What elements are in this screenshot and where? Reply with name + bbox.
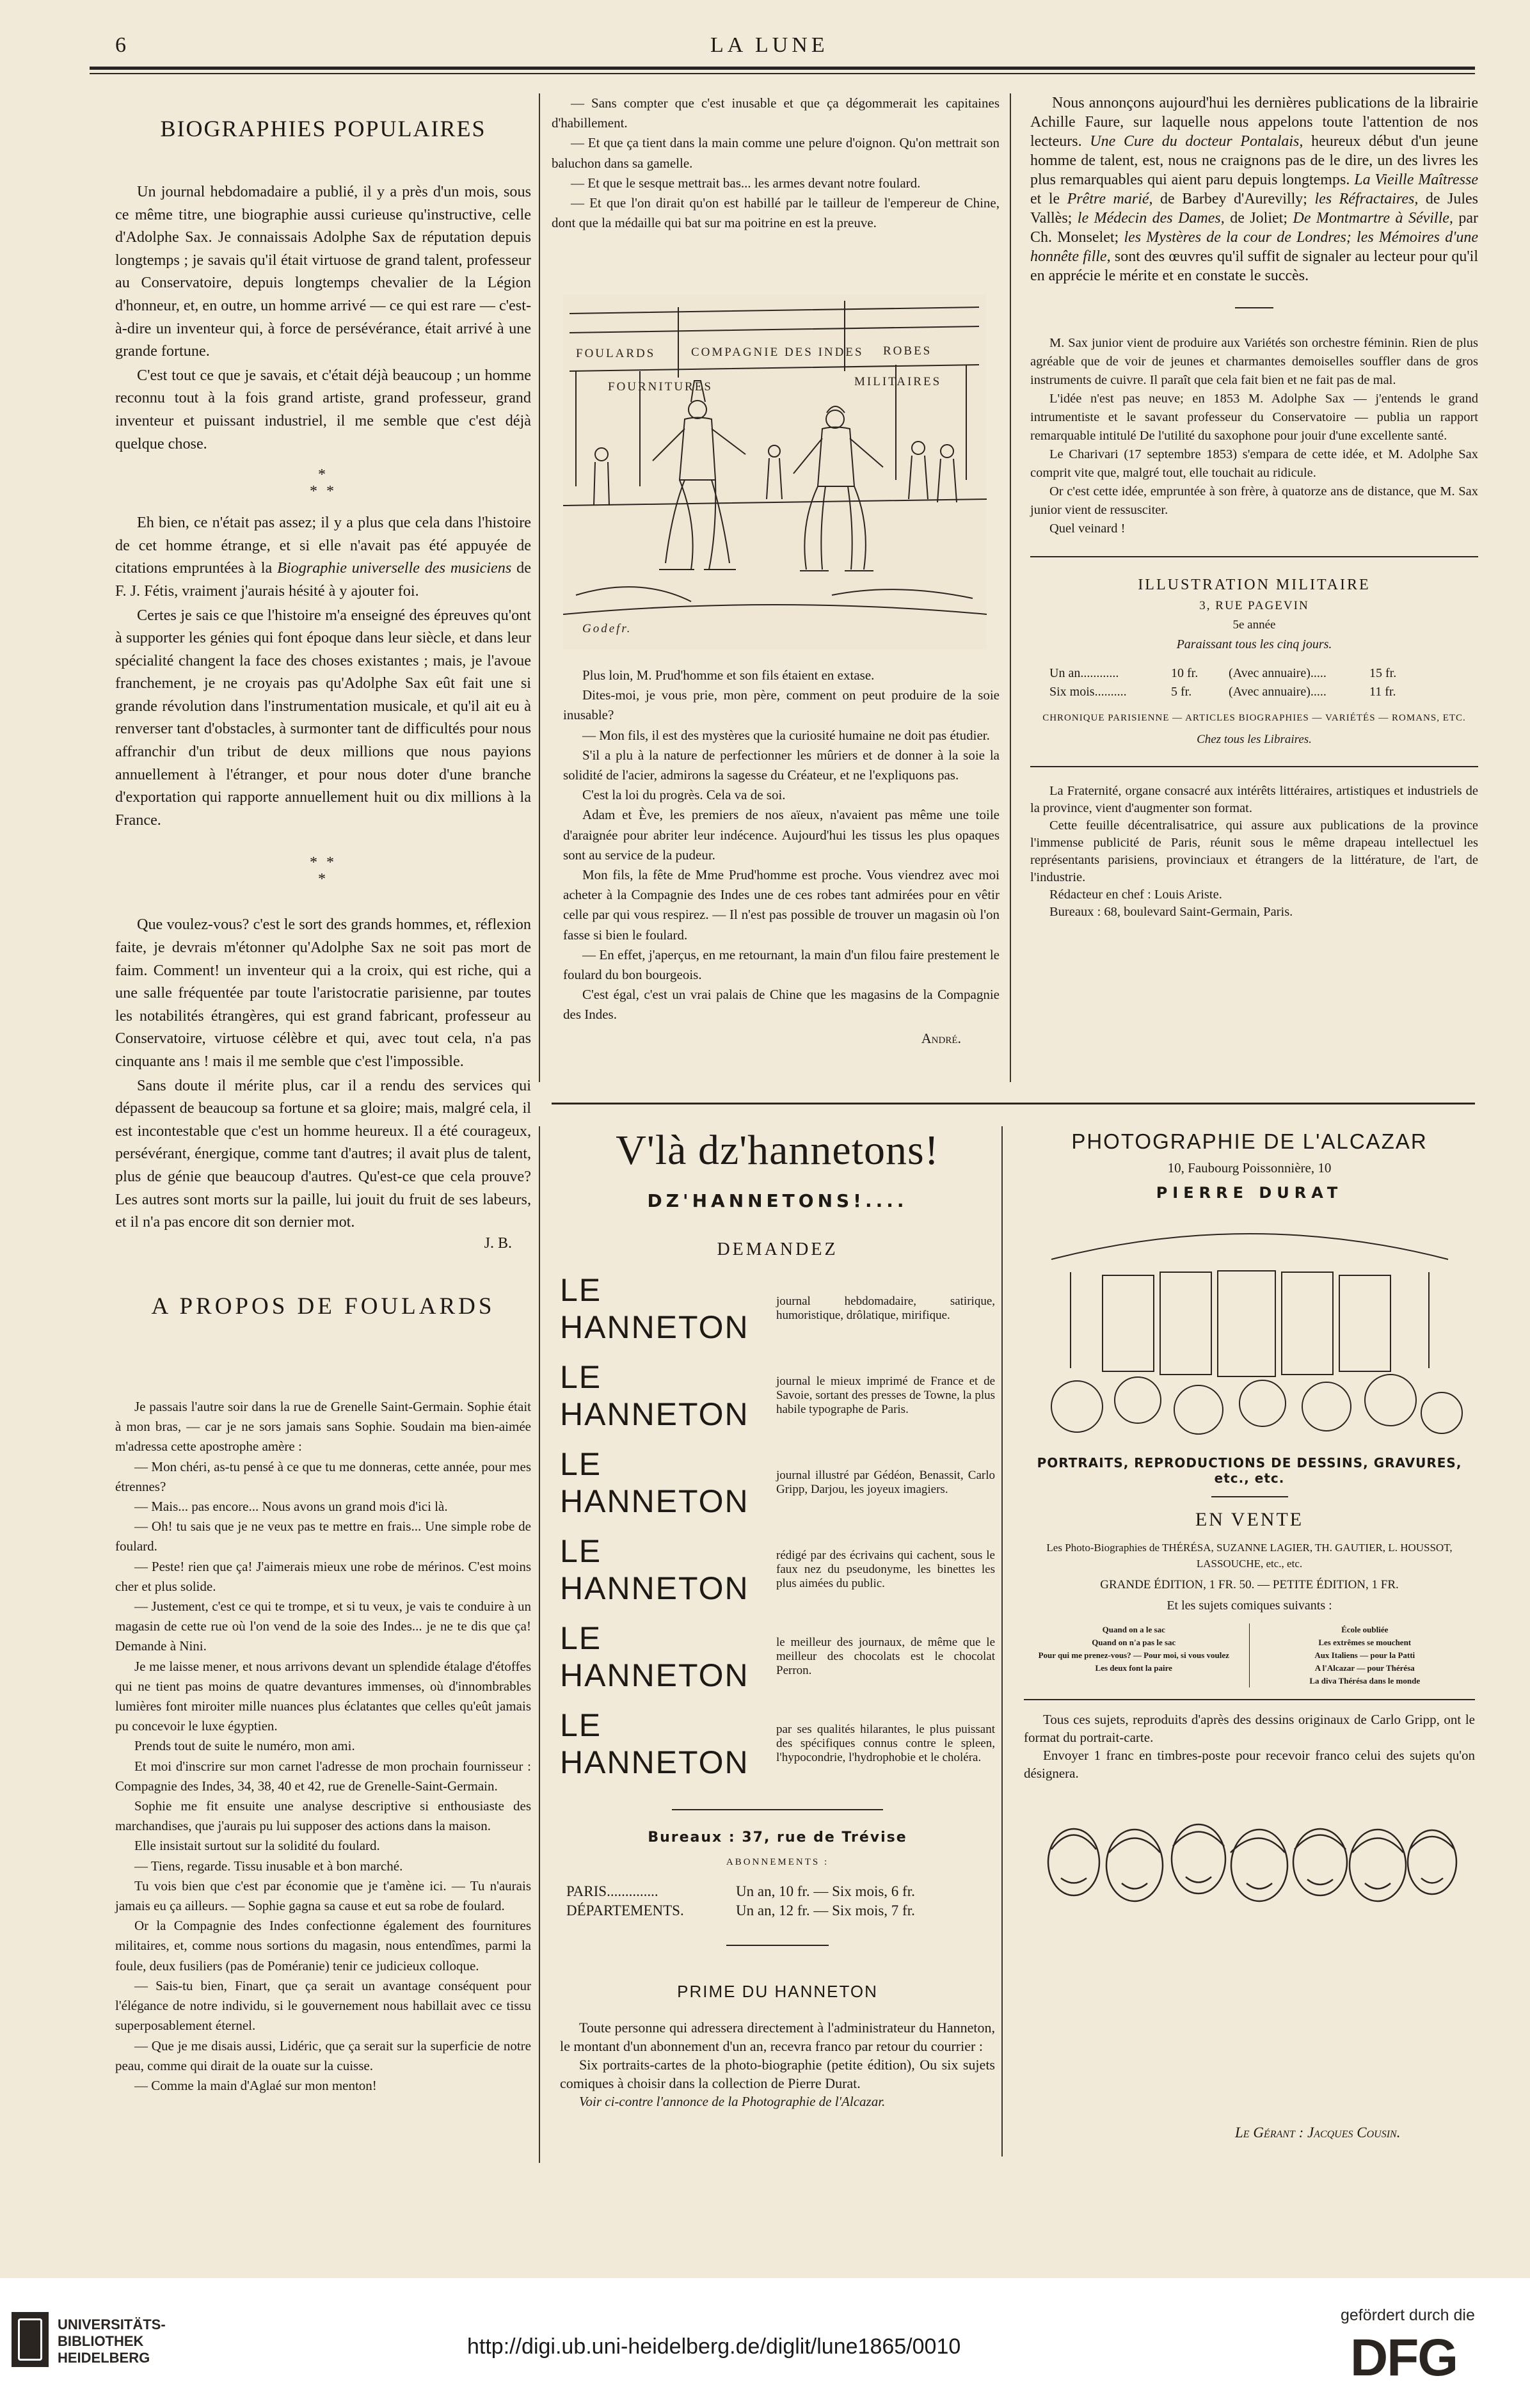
short-rule: [1211, 1496, 1288, 1497]
paragraph: Nous annonçons aujourd'hui les dernières publications de la librairie Achille Faure, sur laquelle nous appelons toute l'attention de nos lecteurs. Une Cure du docteur Pontalais, heureux début d'un jeune homme de talent, est, nous ne craignons pas de le dire, un des livres les plus remarquables qui aient paru depuis longtemps. La Vieille Maîtresse et le Prêtre marié, de Barbey d'Aurevilly; les Réfractaires, de Jules Vallès; le Médecin des Dames, de Joliet; De Montmartre à Séville, par Ch. Monselet; les Mystères de la cour de Londres; les Mémoires d'une honnête fille, sont des œuvres qu'il suffit de signaler au lecteur pour qu'il en apprécie le mérite et en constate le succès.: [1030, 95, 1479, 284]
paragraph: Je passais l'autre soir dans la rue de Grenelle Saint-Germain. Sophie était à mon bras, — car je ne sors jamais sans Sophie. Soudain ma bien-aimée m'adressa cette apostrophe amère :: [115, 1399, 531, 1455]
paragraph: M. Sax junior vient de produire aux Variétés son orchestre féminin. Rien de plus agréable que de voir de jeunes et charmantes demoiselles souffler dans de gros instruments de cuivre. Il paraît que cela fait bien et ne fait pas de mal.: [1030, 336, 1478, 387]
divider-rule: [1030, 766, 1478, 767]
ad-frequency: Paraissant tous les cinq jours.: [1176, 637, 1332, 651]
alcazar-editions: GRANDE ÉDITION, 1 FR. 50. — PETITE ÉDITION, 1 FR.: [1100, 1578, 1399, 1591]
paragraph: Quel veinard !: [1049, 522, 1126, 536]
paragraph: S'il a plu à la nature de perfectionner les mûriers et de donner à la soie la solidité de l'acier, admirons la sagesse du Créateur, et ne l'expliquons pas.: [563, 747, 1000, 783]
hanneton-bureaux: Bureaux : 37, rue de Trévise: [648, 1830, 907, 1846]
paragraph: C'est la loi du progrès. Cela va de soi.: [582, 787, 786, 803]
alcazar-footer-text: Envoyer 1 franc en timbres-poste pour recevoir franco celui des sujets qu'on désignera.: [1024, 1748, 1475, 1781]
caricature-head: [1408, 1830, 1456, 1894]
soldier-right-figure: [793, 406, 883, 571]
hanneton-row: LE HANNETON journal le mieux imprimé de France et de Savoie, sortant des presses de Towne, la plus habile typographe de Paris.: [560, 1359, 995, 1432]
column-rule: [1001, 1126, 1003, 2157]
ad-sellers: Chez tous les Libraires.: [1197, 733, 1312, 746]
paragraph: L'idée n'est pas neuve; en 1853 M. Adolphe Sax — j'entends le grand intrumentiste et le savant professeur du Conservatoire — publia un rapport remarquable intitulé De l'utilité du saxophone pour jouir d'une excellente santé.: [1030, 392, 1478, 443]
storefront-drawing: [563, 294, 987, 650]
paragraph: — Mais... pas encore... Nous avons un grand mois d'ici là.: [134, 1499, 448, 1515]
short-rule: [1235, 307, 1273, 308]
subjects-left: Quand on a le sac Quand on n'a pas le sac Pour qui me prenez-vous? — Pour moi, si vous voulez Les deux font la paire: [1024, 1623, 1250, 1687]
alcazar-name: PIERRE DURAT: [1156, 1184, 1343, 1202]
paragraph: — Tiens, regarde. Tissu inusable et à bon marché.: [134, 1858, 403, 1874]
photo-screen-illustration: [1032, 1215, 1467, 1445]
caricature-hair: [1051, 1832, 1454, 1853]
paragraph: Adam et Ève, les premiers de nos aïeux, n'avaient pas même une toile d'araignée pour abriter leur indécence. Aujourd'hui les tissus les plus opaques sont au service de la pudeur.: [563, 807, 1000, 863]
paragraph: Dites-moi, je vous prie, mon père, comment on peut produire de la soie inusable?: [563, 687, 1000, 723]
caricature-mouths: [1061, 1877, 1443, 1889]
alcazar-title: PHOTOGRAPHIE DE L'ALCAZAR: [1071, 1129, 1428, 1153]
section-stars: * * *: [310, 466, 337, 500]
divider-rule: [1030, 556, 1478, 557]
hanneton-row: LE HANNETON rédigé par des écrivains qui cachent, sous le faux nez du pseudonyme, les binettes les plus aimées du public.: [560, 1533, 995, 1606]
paragraph: — Et que ça tient dans la main comme une pelure d'oignon. Qu'on mettrait son baluchon dans sa gamelle.: [552, 135, 1000, 171]
illustration-militaire-ad: [1030, 577, 1478, 747]
signature: André.: [921, 1030, 961, 1046]
paragraph: — Et que le sesque mettrait bas... les armes devant notre foulard.: [571, 175, 921, 191]
subjects-right: École oubliée Les extrêmes se mouchent Aux Italiens — pour la Patti A l'Alcazar — pour Thérésa La diva Thérésa dans le monde: [1309, 1625, 1421, 1686]
paragraph: Et moi d'inscrire sur mon carnet l'adresse de mon prochain fournisseur : Compagnie des Indes, 34, 38, 40 et 42, rue de Grenelle-Saint-Germain.: [115, 1758, 531, 1794]
caricature-head: [1293, 1829, 1347, 1895]
divider-rule: [1024, 1699, 1475, 1700]
paragraph: — Que je me disais aussi, Lidéric, que ça serait sur la superficie de notre peau, comme qui dirait de la ouate sur la cuisse.: [115, 2037, 531, 2073]
dfg-logo: DFG: [1350, 2329, 1458, 2387]
subscription-row: PARIS.............. Un an, 10 fr. — Six mois, 6 fr.: [566, 1883, 915, 1899]
paragraph: — Sans compter que c'est inusable et que ça dégommerait les capitaines d'habillement.: [552, 95, 1000, 131]
foulards-article-middle: [552, 93, 1000, 233]
column-rule: [539, 1126, 540, 2163]
background-crowd: [594, 442, 957, 506]
sign-compagnie: COMPAGNIE DES INDES: [691, 346, 864, 359]
paragraph: — Mon fils, il est des mystères que la curiosité humaine ne doit pas étudier.: [582, 727, 990, 743]
paragraph: Sans doute il mérite plus, car il a rendu des services qui dépassent de beaucoup sa fortune et sa gloire; mais, malgré cela, il est incontestable que c'est un homme heureux. Il a été courageux, persévérant, énergique, comme tant d'autres; il avait plus de talent, plus de génie que beaucoup d'autres. Qu'est-ce que cela prouve? Les autres sont morts sur la paille, lui jouit du fruit de ses labeurs, et il n'a pas encore dit son dernier mot.: [115, 1076, 531, 1231]
sign-robes: ROBES: [883, 344, 932, 358]
paragraph: Plus loin, M. Prud'homme et son fils étaient en extase.: [582, 667, 875, 683]
paragraph: — En effet, j'aperçus, en me retournant, la main d'un filou faire prestement le foulard du bon bourgeois.: [563, 946, 1000, 983]
paragraph: Eh bien, ce n'était pas assez; il y a plus que cela dans l'histoire de cet homme étrange, et si elle n'avait pas été appuyée de citations empruntées à la Biographie universelle des musiciens de F. J. Fétis, vraiment j'aurais hésité à y ajouter foi.: [115, 514, 532, 600]
paragraph: Rédacteur en chef : Louis Ariste.: [1049, 888, 1222, 902]
en-vente: EN VENTE: [1195, 1509, 1304, 1530]
hanneton-row: LE HANNETON par ses qualités hilarantes, le plus puissant des spécifiques connus contre le spleen, l'hypocondrie, l'hydrophobie et le choléra.: [560, 1707, 995, 1780]
demandez-label: DEMANDEZ: [717, 1240, 838, 1259]
cloud-top: [1051, 1234, 1448, 1259]
signature: J. B.: [484, 1234, 512, 1252]
paragraph: Le Charivari (17 septembre 1853) s'empara de cette idée, et M. Adolphe Sax comprit vite que, malgré tout, elle touchait au ridicule.: [1030, 447, 1478, 480]
alcazar-address: 10, Faubourg Poissonnière, 10: [1167, 1160, 1332, 1176]
source-url-link[interactable]: http://digi.ub.uni-heidelberg.de/diglit/lune1865/0010: [467, 2334, 961, 2359]
paragraph: Mon fils, la fête de Mme Prud'homme est proche. Vous viendrez avec moi acheter à la Compagnie des Indes une de ces robes tant admirées pour en vêtir celle par qui vous respirez. — Il n'est pas possible de trouver un magasin où l'on fasse si bien le foulard.: [563, 867, 1000, 943]
subjects-intro: Et les sujets comiques suivants :: [1167, 1599, 1332, 1613]
sign-posts: [678, 301, 845, 378]
sign-foulards: FOULARDS: [576, 347, 656, 360]
masthead: LA LUNE: [710, 33, 829, 57]
hanneton-headline: V'là dz'hannetons!: [616, 1127, 939, 1174]
paragraph: Tu vois bien que c'est par économie que je t'amène ici. — Tu n'aurais jamais eu ça ailleurs. — Sophie gagna sa cause et eut sa robe de foulard.: [115, 1878, 531, 1914]
paragraph: — Justement, c'est ce qui te trompe, et si tu veux, je vais te conduire à un magasin de cette rue où l'on vend de la soie des Indes... je ne te dis que ça! Demande à Nini.: [115, 1599, 531, 1654]
ad-year: 5e année: [1232, 618, 1276, 632]
caricature-head: [1231, 1830, 1287, 1901]
price-row: Un an............ 10 fr. (Avec annuaire)..... 15 fr.: [1049, 666, 1397, 680]
library-name: UNIVERSITÄTS- BIBLIOTHEK HEIDELBERG: [58, 2316, 166, 2366]
ad-title: ILLUSTRATION MILITAIRE: [1138, 577, 1371, 593]
facade-lines: [570, 307, 979, 371]
divider-rule: [672, 1809, 883, 1810]
foulards-article-middle-bottom: [563, 666, 1000, 1047]
paragraph: — Et que l'on dirait qu'on est habillé par le tailleur de l'empereur de Chine, dont que la médaille qui bat sur ma poitrine en est la preuve.: [552, 195, 1000, 231]
screen-panels: [1103, 1271, 1391, 1376]
compagnie-des-indes-illustration: [563, 294, 987, 650]
funding-label: gefördert durch die: [1341, 2306, 1475, 2324]
price-table: [1030, 666, 1478, 699]
paragraph: Or la Compagnie des Indes confectionne également des fournitures militaires, et, comme nous sortions du magasin, nous entendîmes, parmi la foule, deux fusiliers (pas de Poméranie) tenir ce judicieux colloque.: [115, 1918, 531, 1973]
column-rule: [1010, 93, 1011, 1082]
subscription-row: DÉPARTEMENTS. Un an, 12 fr. — Six mois, 7 fr.: [566, 1902, 915, 1918]
caricature-head: [1048, 1829, 1099, 1895]
caricature-head: [1172, 1824, 1225, 1894]
gerant-signature: Le Gérant : Jacques Cousin.: [1235, 2125, 1401, 2141]
foulards-title: A PROPOS DE FOULARDS: [151, 1293, 495, 1320]
alcazar-footer-text: Tous ces sujets, reproduits d'après des dessins originaux de Carlo Gripp, ont le format du portrait-carte.: [1024, 1712, 1475, 1745]
ground-hatching: [576, 587, 973, 602]
paragraph: Que voulez-vous? c'est le sort des grands hommes, et, réflexion faite, je devrais m'étonner qu'Adolphe Sax ne soit pas mort de faim. Comment! un inventeur qui a la croix, qui est riche, qui a une salle fréquentée par toute l'aristocratie parisienne, par toutes les notabilités étrangères, qui est grand fabricant, professeur au Conservatoire, virtuose célèbre et qui, avec tout cela, n'a pas cinquante ans ! mais il me semble que c'est l'impossible.: [115, 916, 531, 1070]
biographies-article: [115, 115, 531, 1252]
hanneton-subhead: DZ'HANNETONS!....: [647, 1190, 908, 1211]
digital-library-footer: [0, 2278, 1530, 2408]
screen-sides: [1071, 1272, 1429, 1368]
paragraph: — Mon chéri, as-tu pensé à ce que tu me donneras, cette année, pour mes étrennes?: [115, 1458, 531, 1494]
paragraph: — Sais-tu bien, Finart, que ça serait un avantage conséquent pour l'élégance de notre individu, si le gouvernement nous habillait avec ce tissu superposablement éternel.: [115, 1977, 531, 2034]
paragraph: Je me laisse mener, et nous arrivons devant un splendide étalage d'étoffes qui ne tient pas moins de quatre devantures immenses, où d'innombrables lumières font miroiter mille nuances plus éclatantes que celles qu'eût jamais pu concevoir le luxe égyptien.: [115, 1658, 531, 1734]
paragraph: Sophie me fit ensuite une analyse descriptive si enthousiaste des marchandises, que j'aurais pu lui supposer des actions dans la maison.: [115, 1798, 531, 1834]
pavement-lines: [563, 499, 987, 614]
soldier-left-figure: [653, 381, 745, 570]
sign-militaires: MILITAIRES: [854, 375, 942, 388]
paragraph: Cette feuille décentralisatrice, qui assure aux publications de la province l'immense publicité de Paris, réunit sous le même drapeau intellectuel les représentants parisiens, provinciaux et étrangers de la littérature, de l'art, de l'industrie.: [1030, 818, 1478, 884]
caricature-head: [1106, 1830, 1163, 1901]
alcazar-biographies: Les Photo-Biographies de THÉRÉSA, SUZANNE LAGIER, TH. GAUTIER, L. HOUSSOT, LASSOUCHE, etc., etc.: [1046, 1542, 1453, 1570]
artist-signature: Godefr.: [582, 622, 632, 635]
paragraph: Or c'est cette idée, empruntée à son frère, à quatorze ans de distance, que M. Sax junior vient de ressusciter.: [1030, 484, 1478, 517]
subjects-list: [1024, 1623, 1475, 1687]
hanneton-ad: [560, 1126, 995, 2111]
page-number: 6: [115, 33, 126, 57]
paragraph: — Peste! rien que ça! J'aimerais mieux une robe de mérinos. C'est moins cher et plus solide.: [115, 1558, 531, 1594]
prime-note: Voir ci-contre l'annonce de la Photographie de l'Alcazar.: [579, 2094, 886, 2109]
crowd-heads: [1051, 1375, 1462, 1434]
university-seal-icon: [12, 2312, 49, 2367]
section-rule: [552, 1103, 1475, 1104]
abonnements-label: ABONNEMENTS :: [726, 1857, 829, 1867]
prime-text: Toute personne qui adressera directement à l'administrateur du Hanneton, le montant d'un abonnement d'un an, recevra franco par retour du courrier :: [560, 2020, 995, 2054]
paragraph: Elle insistait surtout sur la solidité du foulard.: [134, 1838, 380, 1854]
price-row: Six mois.......... 5 fr. (Avec annuaire)..... 11 fr.: [1049, 685, 1396, 699]
paragraph: Bureaux : 68, boulevard Saint-Germain, Paris.: [1049, 905, 1293, 919]
ad-address: 3, RUE PAGEVIN: [1199, 599, 1309, 612]
sign-fournitures: FOURNITURES: [608, 380, 713, 394]
short-rule: [726, 1945, 829, 1946]
paragraph: — Oh! tu sais que je ne veux pas te mettre en frais... Une simple robe de foulard.: [115, 1519, 531, 1554]
foulards-article-left: [115, 1293, 531, 2096]
caricature-heads-illustration: [1039, 1801, 1461, 1929]
ad-sections: CHRONIQUE PARISIENNE — ARTICLES BIOGRAPHIES — VARIÉTÉS — ROMANS, ETC.: [1042, 713, 1466, 723]
hanneton-row: LE HANNETON journal illustré par Gédéon, Benassit, Carlo Gripp, Darjou, les joyeux imagiers.: [560, 1446, 995, 1519]
alcazar-ad: [1024, 1129, 1475, 1929]
paragraph: — Comme la main d'Aglaé sur mon menton!: [134, 2077, 377, 2093]
biographies-title: BIOGRAPHIES POPULAIRES: [160, 116, 486, 141]
hanneton-row: LE HANNETON journal hebdomadaire, satirique, humoristique, drôlatique, mirifique.: [560, 1272, 995, 1345]
section-stars: * * *: [310, 854, 337, 888]
alcazar-services: PORTRAITS, REPRODUCTIONS DE DESSINS, GRAVURES, etc., etc.: [1037, 1455, 1462, 1486]
column-rule: [539, 93, 540, 1082]
paragraph: Certes je sais ce que l'histoire m'a enseigné des épreuves qu'ont à supporter les génies qui font époque dans leur siècle, et dans leur spécialité changent la face des choses existantes ; mais, je l'avoue franchement, je ne croyais pas qu'Adolphe Sax eût fait une si grande révolution dans l'instrumentation musicale, et qu'il ait eu à renverser tant d'obstacles, à surmonter tant de difficultés pour nous affranchir d'un tribut de deux millions que nous payions annuellement à l'étranger, et pour nous doter d'une branche d'exportation qui rapporte annuellement huit ou dix millions à la France.: [115, 606, 531, 829]
hanneton-row: LE HANNETON le meilleur des journaux, de même que le meilleur des chocolats est le chocolat Perron.: [560, 1620, 995, 1693]
paragraph: Prends tout de suite le numéro, mon ami.: [134, 1738, 355, 1754]
paragraph: Un journal hebdomadaire a publié, il y a près d'un mois, sous ce même titre, une biographie aussi curieuse qu'instructive, celle d'Adolphe Sax. Je connaissais Adolphe Sax de réputation depuis longtemps ; je savais qu'il était virtuose de grand talent, professeur au Conservatoire, depuis longtemps chevalier de la Légion d'honneur, et, en outre, un homme arrivé — ce qui est rare — c'est-à-dire un inventeur qui, à force de persévérance, était arrivé à une grande fortune.: [115, 183, 531, 360]
paragraph: C'est égal, c'est un vrai palais de Chine que les magasins de la Compagnie des Indes.: [563, 987, 1000, 1023]
paragraph: La Fraternité, organe consacré aux intérêts littéraires, artistiques et industriels de la province, vient d'augmenter son format.: [1030, 784, 1478, 815]
right-column-notices: [1030, 93, 1478, 921]
paragraph: C'est tout ce que je savais, et c'était déjà beaucoup ; un homme reconnu tout à la fois grand artiste, grand professeur, grand inventeur et puissant industriel, il me semble que c'est déjà quelque chose.: [115, 366, 531, 452]
prime-title: PRIME DU HANNETON: [677, 1982, 878, 2001]
prime-items: Six portraits-cartes de la photo-biographie (petite édition), Ou six sujets comiques à choisir dans la collection de Pierre Durat.: [560, 2057, 995, 2091]
caricature-head: [1350, 1830, 1406, 1901]
header-rule: [90, 67, 1475, 74]
